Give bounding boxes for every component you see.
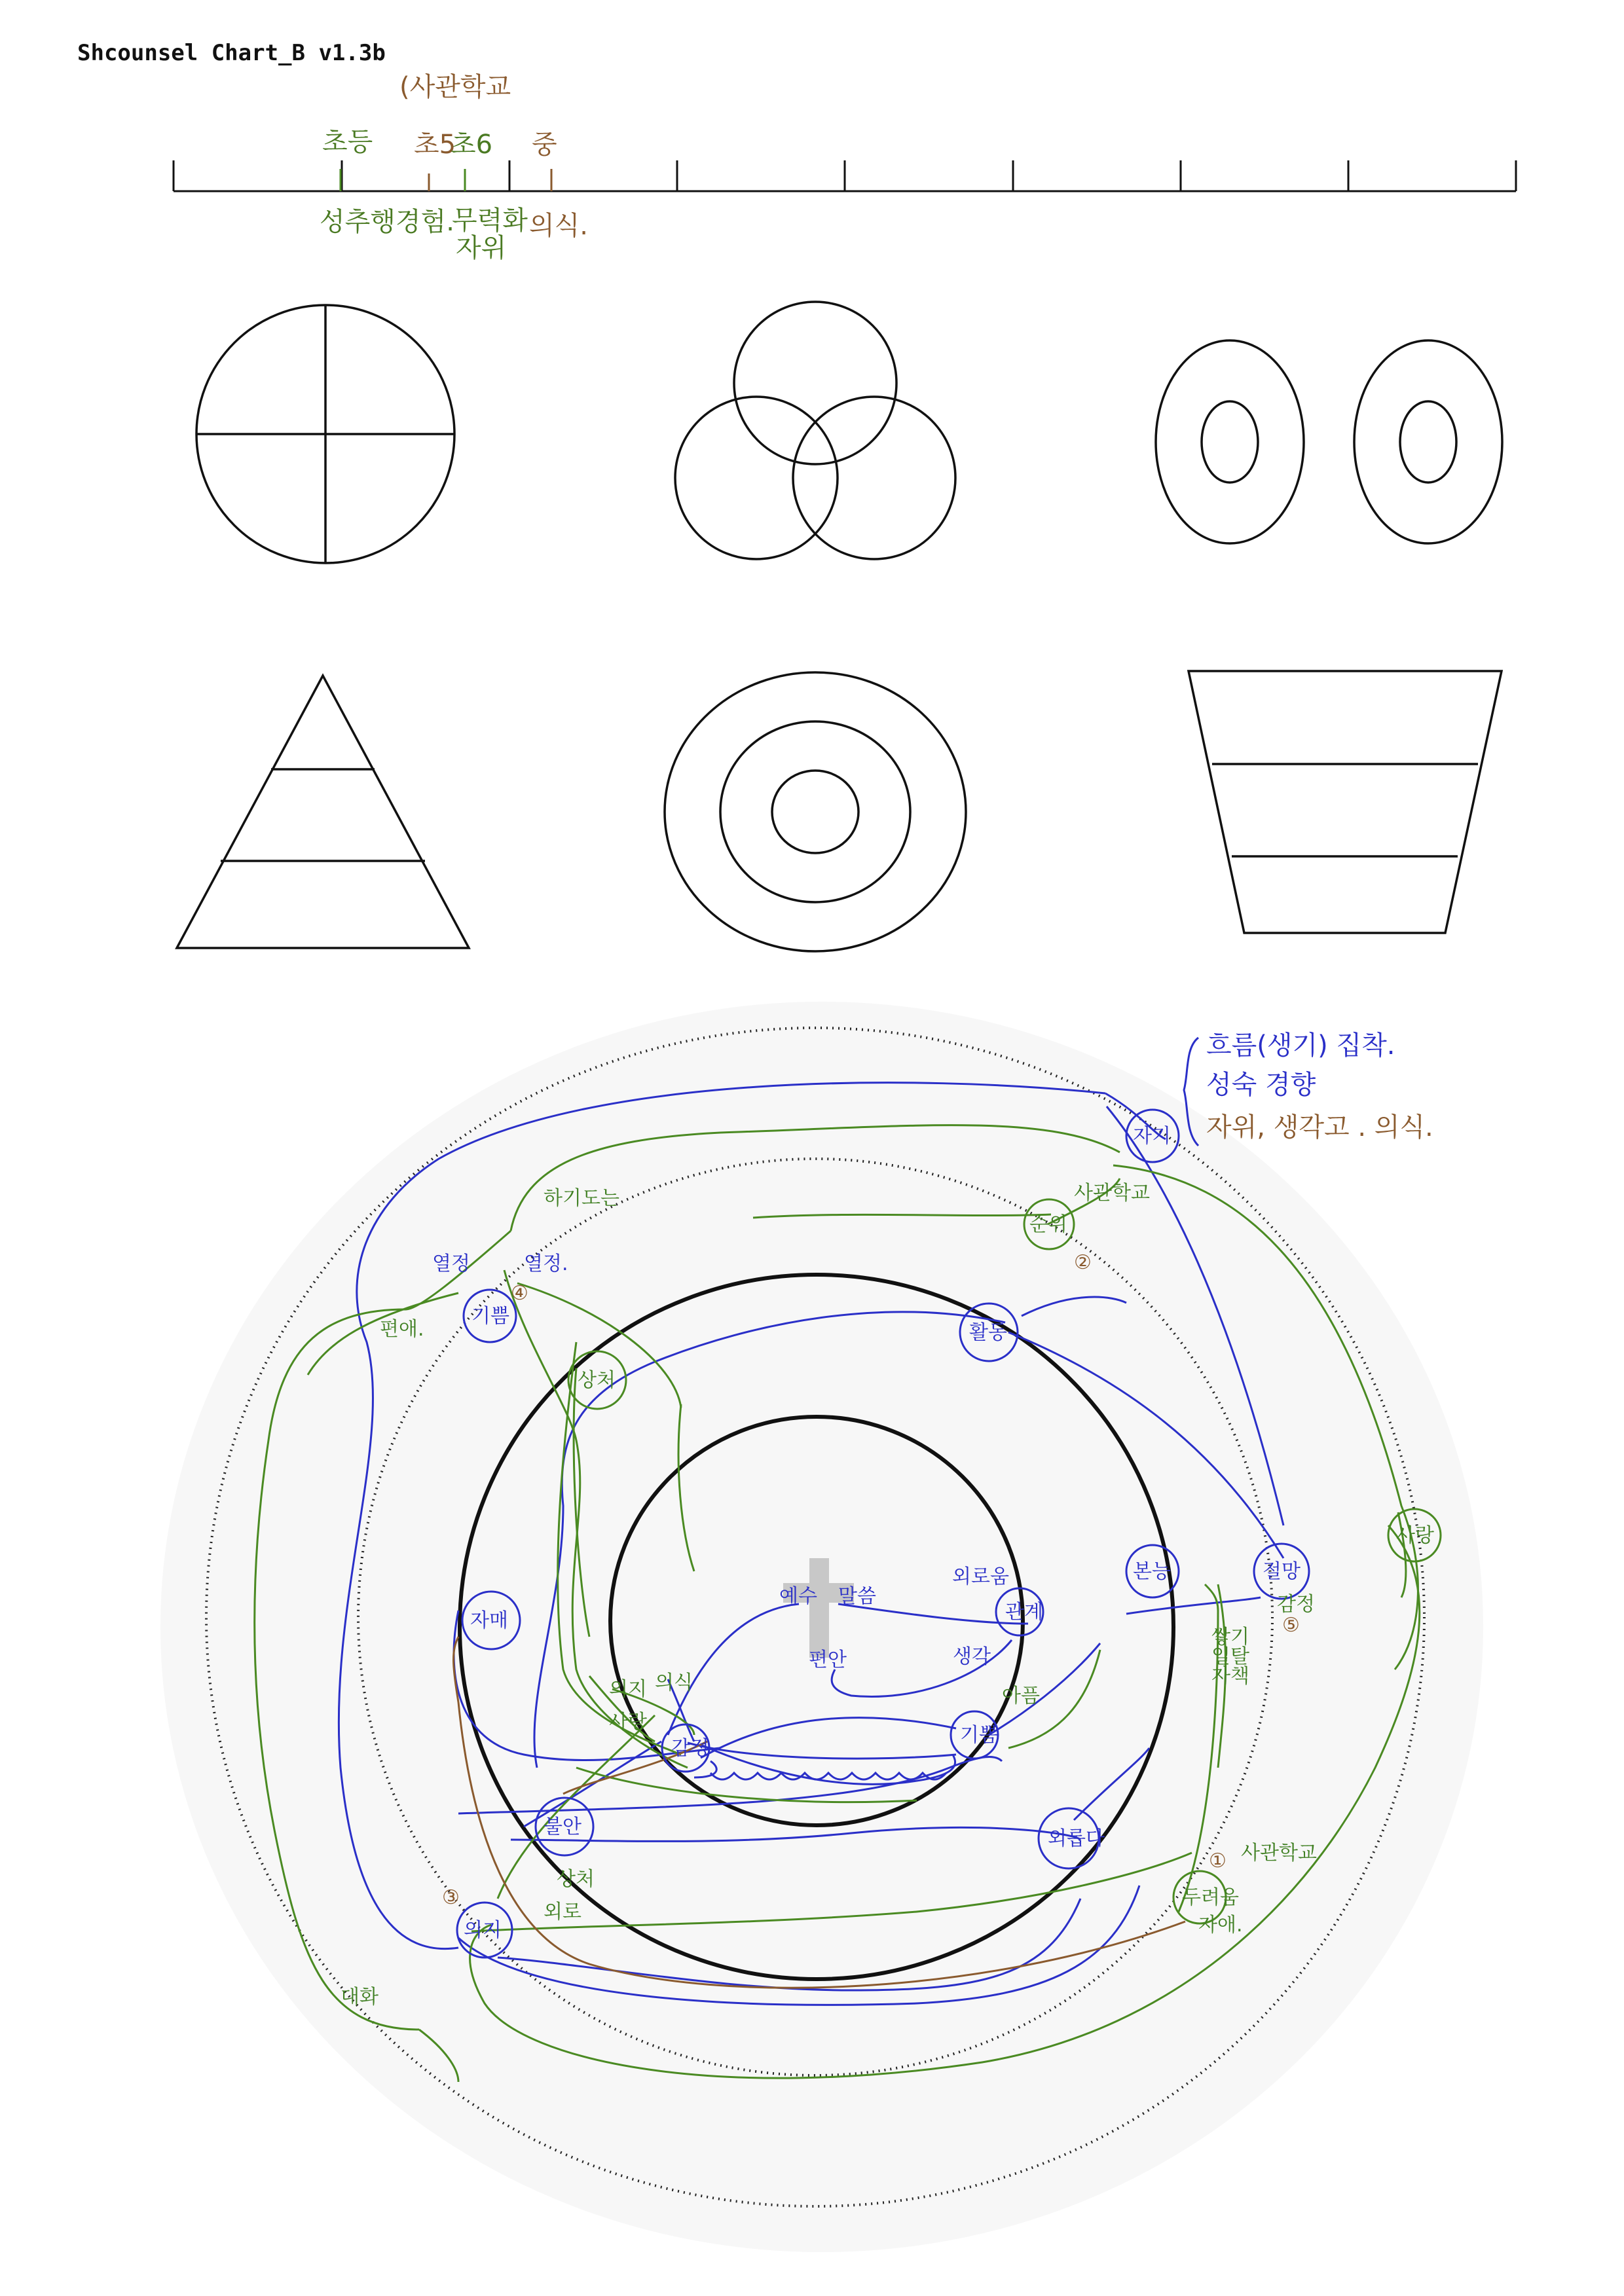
chart-title: Shcounsel Chart_B v1.3b xyxy=(77,40,386,66)
shape-triangle-levels xyxy=(177,676,469,948)
node-label: 아픔 xyxy=(1002,1685,1040,1707)
node-label: 상처 xyxy=(557,1868,595,1891)
node-label: 대화 xyxy=(341,1986,378,2009)
mark-four: ④ xyxy=(511,1282,528,1305)
shape-venn-three xyxy=(675,302,955,559)
node-label: 사랑 xyxy=(1396,1524,1434,1547)
node-label: 의지 xyxy=(464,1919,502,1942)
node-label: 기쁨 xyxy=(960,1724,998,1747)
timeline-event: 자위 xyxy=(456,233,507,263)
shape-two-rings xyxy=(1156,340,1502,543)
node-label: 의식 xyxy=(655,1671,693,1694)
node-label: 쌓기 xyxy=(1211,1626,1249,1649)
node-label: 상처 xyxy=(578,1369,616,1392)
node-label: 생각 xyxy=(953,1645,991,1668)
timeline xyxy=(174,72,1516,263)
timeline-event: 성추행경험. xyxy=(320,207,454,237)
node-label: 열정 xyxy=(432,1252,470,1275)
timeline-note: (사관학교 xyxy=(399,72,511,102)
node-label: 순위 xyxy=(1029,1213,1067,1236)
mark-five: ⑤ xyxy=(1282,1614,1300,1637)
node-label: 본능 xyxy=(1133,1560,1171,1583)
node-label: 외로 xyxy=(544,1901,581,1923)
node-label: 감정 xyxy=(671,1737,709,1760)
center-label: 예수 xyxy=(779,1585,817,1608)
note-line: 흐름(생기) 집착. xyxy=(1206,1030,1395,1061)
timeline-event: 무력화 xyxy=(452,206,528,236)
node-label: 두려움 xyxy=(1182,1886,1239,1909)
center-label-2: 말씀 xyxy=(838,1585,876,1608)
timeline-label: 중 xyxy=(532,130,557,160)
timeline-label: 초6 xyxy=(451,130,493,160)
node-label: 열정. xyxy=(524,1252,568,1275)
mark-two: ② xyxy=(1074,1251,1092,1274)
mark-one: ① xyxy=(1209,1850,1227,1872)
node-label: 기쁨 xyxy=(471,1305,509,1328)
node-label: 사랑 xyxy=(609,1711,647,1734)
center-bottom-label: 편안 xyxy=(809,1649,847,1671)
node-label: 감정 xyxy=(1277,1593,1315,1616)
shape-quartered-circle xyxy=(196,305,454,563)
node-label: 일탈 xyxy=(1211,1645,1249,1668)
timeline-event: 의식. xyxy=(529,211,588,241)
node-label: 사관학교 xyxy=(1074,1182,1150,1205)
node-label: 절망 xyxy=(1263,1560,1301,1583)
note-line: 성숙 경향 xyxy=(1206,1070,1316,1100)
node-label: 의지 xyxy=(609,1678,647,1701)
shape-concentric-three xyxy=(665,672,966,951)
timeline-label: 초5 xyxy=(414,130,456,160)
node-label: 사관학교 xyxy=(1241,1842,1317,1865)
node-label: 하기도는 xyxy=(544,1187,619,1210)
node-label: 자책 xyxy=(1211,1665,1249,1688)
shape-funnel-levels xyxy=(1189,671,1502,933)
main-diagram xyxy=(160,1002,1483,2252)
mark-three: ③ xyxy=(442,1886,460,1909)
note-line: 자위, 생각고 . 의식. xyxy=(1206,1112,1433,1142)
node-label: 자기 xyxy=(1133,1125,1171,1148)
node-label: 불안 xyxy=(544,1815,581,1838)
timeline-label: 초등 xyxy=(322,127,373,157)
node-label: 관계 xyxy=(1005,1601,1043,1624)
node-label: 자애. xyxy=(1198,1914,1243,1937)
node-label: 활동 xyxy=(969,1321,1007,1344)
node-label: 편애. xyxy=(380,1318,424,1341)
node-label: 자매 xyxy=(470,1609,508,1632)
node-label: 외로움 xyxy=(952,1565,1009,1588)
node-label: 외롭다 xyxy=(1048,1827,1105,1850)
